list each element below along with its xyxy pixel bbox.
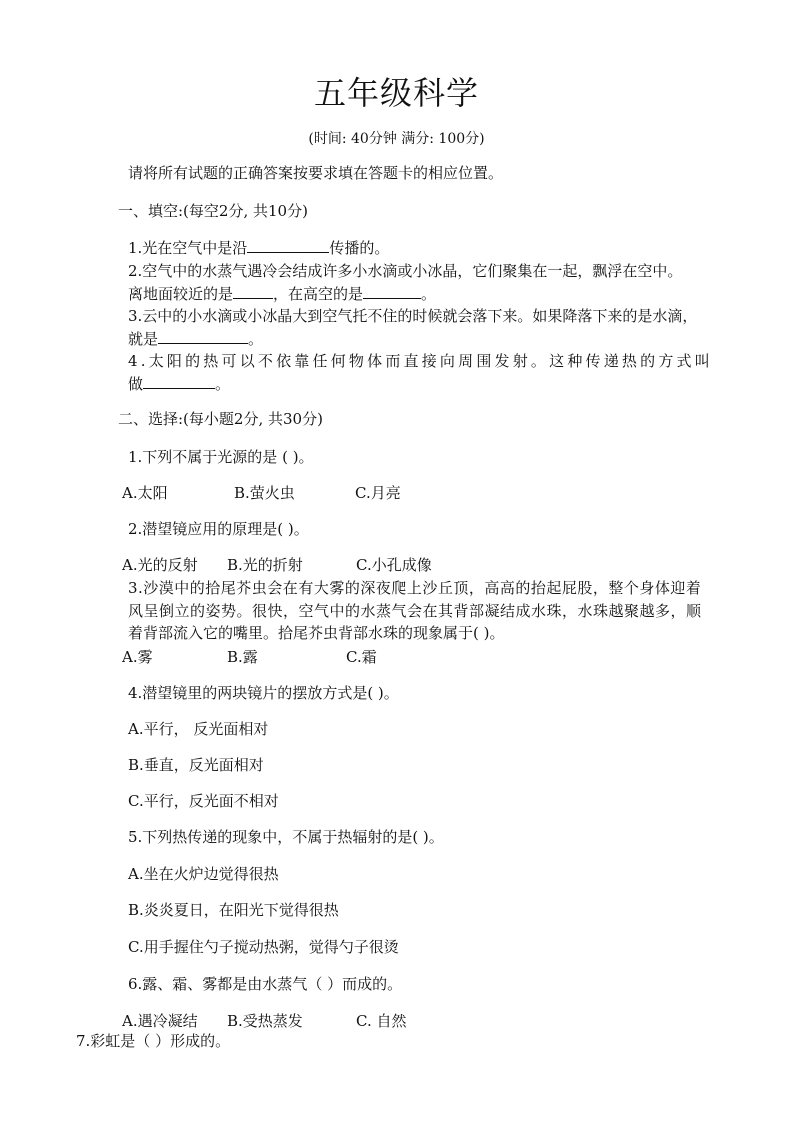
option-a[interactable]: A.遇冷凝结 xyxy=(122,1012,198,1030)
option-b[interactable]: B.垂直，反光面相对 xyxy=(128,756,264,774)
choice-question-2: 2.潜望镜应用的原理是( )。 xyxy=(128,520,309,538)
answer-blank[interactable] xyxy=(247,238,329,253)
choice-question-7: 7.彩虹是（ ）形成的。 xyxy=(76,1032,231,1050)
option-b[interactable]: B.炎炎夏日，在阳光下觉得很热 xyxy=(128,901,339,919)
option-c[interactable]: C.平行，反光面不相对 xyxy=(128,792,279,810)
choice-question-3-line2: 风呈倒立的姿势。很快，空气中的水蒸气会在其背部凝结成水珠，水珠越聚越多，顺 xyxy=(128,602,702,620)
fill-question-3-line1: 3.云中的小水滴或小冰晶大到空气托不住的时候就会落下来。如果降落下来的是水滴， xyxy=(128,307,698,325)
section1-heading: 一、填空:(每空2分, 共10分) xyxy=(118,202,308,220)
answer-blank[interactable] xyxy=(233,284,273,299)
choice-question-4: 4.潜望镜里的两块镜片的摆放方式是( )。 xyxy=(128,684,399,702)
fill-question-2-line1: 2.空气中的水蒸气遇冷会结成许多小水滴或小冰晶，它们聚集在一起，飘浮在空中。 xyxy=(128,262,683,280)
option-b[interactable]: B.光的折射 xyxy=(227,556,303,574)
answer-blank[interactable] xyxy=(363,284,421,299)
question-text: 。 xyxy=(421,285,437,303)
option-c[interactable]: C.用手握住勺子搅动热粥，觉得勺子很烫 xyxy=(128,938,399,956)
question-text: 做 xyxy=(128,375,144,393)
option-c[interactable]: C.霜 xyxy=(346,648,377,666)
option-b[interactable]: B.受热蒸发 xyxy=(227,1012,303,1030)
question-text: 1.光在空气中是沿 xyxy=(128,239,248,257)
option-b[interactable]: B.露 xyxy=(227,648,258,666)
fill-question-2-line2 xyxy=(128,283,436,305)
choice-question-5: 5.下列热传递的现象中，不属于热辐射的是( )。 xyxy=(128,828,444,846)
choice-question-3-line3: 着背部流入它的嘴里。拾尾芥虫背部水珠的现象属于( )。 xyxy=(128,624,505,642)
option-c[interactable]: C.小孔成像 xyxy=(356,556,432,574)
question-text: 就是 xyxy=(128,330,159,348)
question-text: 。 xyxy=(248,330,264,348)
question-text: 传播的。 xyxy=(329,239,390,257)
question-text: 。 xyxy=(215,375,231,393)
option-a[interactable]: A.光的反射 xyxy=(122,556,198,574)
choice-question-3-line1: 3.沙漠中的拾尾芥虫会在有大雾的深夜爬上沙丘顶，高高的抬起屁股，整个身体迎着 xyxy=(128,579,702,597)
answer-blank[interactable] xyxy=(158,329,248,344)
page-title: 五年级科学 xyxy=(313,74,479,112)
question-text: 离地面较近的是 xyxy=(128,285,234,303)
option-a[interactable]: A.平行， 反光面相对 xyxy=(128,720,269,738)
choice-question-6: 6.露、霜、雾都是由水蒸气（ ）而成的。 xyxy=(128,975,403,993)
option-a[interactable]: A.雾 xyxy=(122,648,153,666)
option-b[interactable]: B.萤火虫 xyxy=(234,484,295,502)
option-c[interactable]: C. 自然 xyxy=(356,1012,407,1030)
section2-heading: 二、选择:(每小题2分, 共30分) xyxy=(118,410,323,428)
fill-question-1 xyxy=(128,237,389,259)
fill-question-3-line2 xyxy=(128,328,263,350)
option-a[interactable]: A.太阳 xyxy=(122,484,168,502)
question-text: ，在高空的是 xyxy=(273,285,364,303)
fill-question-4-line1: 4.太阳的热可以不依靠任何物体而直接向周围发射。这种传递热的方式叫 xyxy=(128,352,713,370)
fill-question-4-line2 xyxy=(128,373,230,395)
answer-blank[interactable] xyxy=(143,374,215,389)
option-c[interactable]: C.月亮 xyxy=(355,484,401,502)
choice-question-1: 1.下列不属于光源的是 ( )。 xyxy=(128,448,314,466)
instruction-text: 请将所有试题的正确答案按要求填在答题卡的相应位置。 xyxy=(128,164,504,182)
exam-info: (时间: 40分钟 满分: 100分) xyxy=(308,131,485,147)
option-a[interactable]: A.坐在火炉边觉得很热 xyxy=(128,865,279,883)
